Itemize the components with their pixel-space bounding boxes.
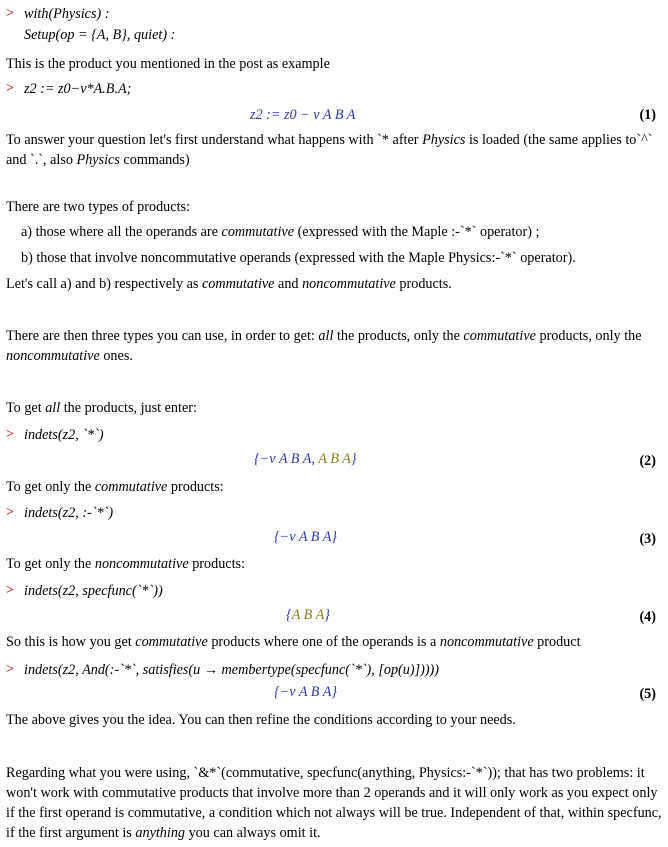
equation-label-4: (4) (639, 609, 656, 625)
paragraph-two-types: There are two types of products: (6, 199, 190, 215)
output-indets-commutative: {−v A B A} (274, 529, 338, 545)
paragraph-answer-intro: To answer your question let's first understand what happens with `* after Physics is loaded (the same applies to`^` and `.`, also Physics commands) (6, 132, 653, 168)
maple-input-indets-commutative[interactable]: indets(z2, :-`*`) (24, 505, 114, 521)
maple-input-z2[interactable]: z2 := z0−v*A.B.A; (24, 81, 132, 97)
paragraph-refine: The above gives you the idea. You can then refine the conditions according to your needs. (6, 712, 516, 728)
output-indets-and: {−v A B A} (274, 684, 338, 700)
prompt-marker: > (6, 583, 14, 598)
paragraph-lets-call: Let's call a) and b) respectively as commutative and noncommutative products. (6, 276, 452, 292)
maple-input-indets-specfunc[interactable]: indets(z2, specfunc(`*`)) (24, 583, 163, 599)
equation-label-2: (2) (639, 453, 656, 469)
prompt-marker: > (6, 505, 14, 520)
prompt-marker: > (6, 81, 14, 96)
output-z2: z2 := z0 − v A B A (250, 107, 356, 123)
equation-label-5: (5) (639, 686, 656, 702)
paragraph-so-this-is-how: So this is how you get commutative products where one of the operands is a noncommutative product (6, 634, 581, 650)
output-indets-all: {−v A B A, A B A} (254, 451, 357, 467)
prompt-marker: > (6, 662, 14, 677)
equation-label-1: (1) (639, 107, 656, 123)
equation-label-3: (3) (639, 531, 656, 547)
maple-input-indets-all[interactable]: indets(z2, `*`) (24, 427, 104, 443)
paragraph-get-all: To get all the products, just enter: (6, 400, 197, 416)
maple-input-indets-and[interactable]: indets(z2, And(:-`*`, satisfies(u → membertype(specfunc(`*`), [op(u)])))) (24, 662, 439, 678)
prompt-marker: > (6, 6, 14, 21)
paragraph-product-example: This is the product you mentioned in the post as example (6, 56, 330, 72)
prompt-marker: > (6, 427, 14, 442)
paragraph-get-noncommutative: To get only the noncommutative products: (6, 556, 245, 572)
paragraph-three-types: There are then three types you can use, in order to get: all the products, only the commutative products, only the noncommutative ones. (6, 328, 642, 364)
maple-input-with-physics[interactable]: with(Physics) : (24, 6, 110, 22)
maple-input-setup[interactable]: Setup(op = {A, B}, quiet) : (24, 27, 176, 43)
paragraph-regarding: Regarding what you were using, `&*`(commutative, specfunc(anything, Physics:-`*`)); that has two problems: it won't work with commutative products that involve more than 2 operands and it will only work as you expect only if the first operand is commutative, a condition which not always will be true. Independent of that, within specfunc, if the first argument is anything you can always omit it. (6, 765, 662, 841)
paragraph-get-commutative: To get only the commutative products: (6, 479, 224, 495)
output-indets-specfunc: {A B A} (286, 607, 330, 623)
list-item-a: a) those where all the operands are commutative (expressed with the Maple :-`*` operator) ; (21, 224, 540, 240)
list-item-b: b) those that involve noncommutative operands (expressed with the Maple Physics:-`*` operator). (21, 250, 576, 266)
